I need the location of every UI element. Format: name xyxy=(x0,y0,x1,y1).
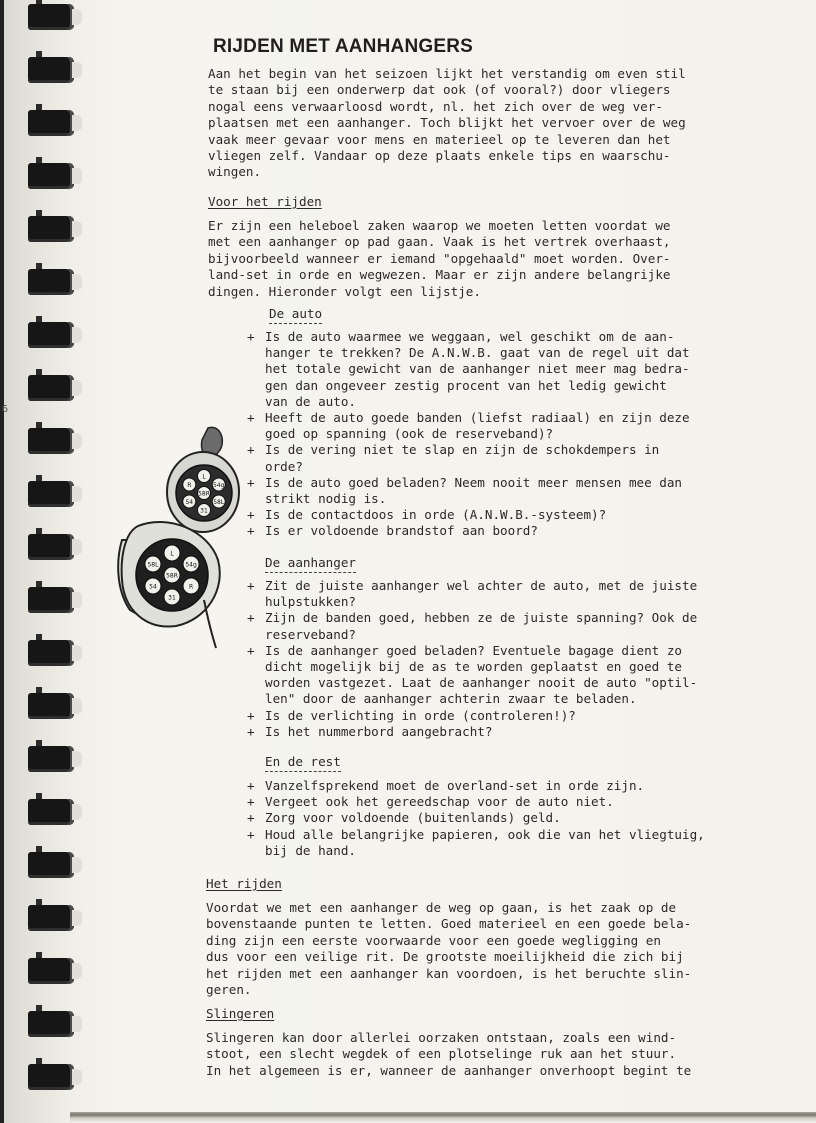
connector-pin-label: R xyxy=(188,583,194,591)
list-item xyxy=(247,442,690,474)
list-item-text: Is de auto goed beladen? Neem nooit meer mensen mee dan strikt nodig is. xyxy=(265,474,683,507)
binding-ring xyxy=(28,746,74,772)
list-item xyxy=(247,523,690,539)
trailer-connector-illustration xyxy=(108,420,258,650)
plus-bullet-icon: + xyxy=(247,707,255,723)
page-bottom-edge xyxy=(70,1112,816,1123)
binding-ring xyxy=(28,322,74,348)
list-item xyxy=(247,643,697,708)
list-item-text: Houd alle belangrijke papieren, ook die van het vliegtuig, bij de hand. xyxy=(265,826,705,858)
binding-ring xyxy=(28,216,74,242)
list-item-text: Vergeet ook het gereedschap voor de auto niet. xyxy=(265,794,614,810)
binding-ring xyxy=(28,375,74,401)
slingeren-paragraph: Slingeren kan door allerlei oorzaken ontstaan, zoals een wind- stoot, een slecht wegdek of een plotselinge ruk aan het stuur. In het algemeen is er, wanneer de aanhanger onverhoopt begint te xyxy=(206,1030,692,1078)
socket-connector xyxy=(118,522,220,648)
binding-ring xyxy=(28,1011,74,1037)
list-item-text: Is de contactdoos in orde (A.N.W.B.-systeem)? xyxy=(265,507,607,523)
binding-ring xyxy=(28,799,74,825)
list-item-text: Is de auto waarmee we weggaan, wel geschikt om de aan- hanger te trekken? De A.N.W.B. gaat van de regel uit dat het totale gewicht van de aanhanger niet meer mag bedra- gen dan ongeveer zestig procent van het ledig gewicht van de auto. xyxy=(265,329,690,409)
plus-bullet-icon: + xyxy=(247,523,255,539)
intro-paragraph: Aan het begin van het seizoen lijkt het verstandig om even stil te staan bij een onderwerp dat ook (of vooral?) door vliegers nogal eens verwaarloosd wordt, nl. het zich over de weg ver- plaatsen met een aanhanger. Toch blijkt het vervoer over de weg vaak meer gevaar voor mens en materieel op te leveren dan het vliegen zelf. Vandaar op deze plaats enkele tips en waarschu- wingen. xyxy=(208,66,686,180)
section-heading-het-rijden: Het rijden xyxy=(206,876,282,891)
binding-ring xyxy=(28,481,74,507)
list-item-text: Is de vering niet te slap en zijn de schokdempers in orde? xyxy=(265,442,660,474)
list-item-text: Zit de juiste aanhanger wel achter de auto, met de juiste hulpstukken? xyxy=(265,578,698,610)
plus-bullet-icon: + xyxy=(247,329,255,344)
binding-ring xyxy=(28,269,74,295)
subheading-en-de-rest: En de rest xyxy=(265,754,341,772)
list-item-text: Vanzelfsprekend moet de overland-set in orde zijn. xyxy=(265,778,645,793)
margin-mark: 6 xyxy=(2,404,9,415)
binding-ring xyxy=(28,163,74,189)
plus-bullet-icon: + xyxy=(247,410,255,426)
list-item xyxy=(247,475,690,507)
binding-ring xyxy=(28,57,74,83)
plus-bullet-icon: + xyxy=(247,442,255,458)
binding-ring xyxy=(28,905,74,931)
subheading-de-aanhanger: De aanhanger xyxy=(265,555,356,573)
plus-bullet-icon: + xyxy=(247,778,255,793)
list-item xyxy=(247,810,705,826)
list-item xyxy=(247,578,697,610)
connector-pin-label: 58R xyxy=(166,572,178,580)
list-item xyxy=(247,410,690,442)
plug-connector xyxy=(167,427,239,532)
list-item-text: Is het nummerbord aangebracht? xyxy=(265,723,493,739)
binding-ring xyxy=(28,852,74,878)
list-item xyxy=(247,827,705,859)
connector-pin-label: 54 xyxy=(149,583,157,591)
binding-ring xyxy=(28,640,74,666)
list-item xyxy=(247,794,705,810)
binding-ring xyxy=(28,428,74,454)
list-item-text: Is er voldoende brandstof aan boord? xyxy=(265,523,538,539)
list-item xyxy=(247,507,690,523)
list-item xyxy=(247,708,697,724)
plus-bullet-icon: + xyxy=(247,723,255,739)
voor-het-rijden-paragraph: Er zijn een heleboel zaken waarop we moeten letten voordat we met een aanhanger op pad gaan. Vaak is het vertrek overhaast, bijvoorbeeld wanneer er iemand "opgehaald" moet worden. Over- land-set in orde en wegwezen. Maar er zijn andere belangrijke dingen. Hieronder volgt een lijstje. xyxy=(208,218,671,299)
connector-pin-label: L xyxy=(202,473,206,481)
connector-pin-label: 31 xyxy=(168,594,176,602)
binding-ring xyxy=(28,587,74,613)
connector-pin-label: 58L xyxy=(147,561,159,569)
connector-pin-label: 54g xyxy=(212,482,225,489)
de-aanhanger-list xyxy=(247,578,697,740)
connector-pin-label: 31 xyxy=(200,507,208,515)
binding-ring xyxy=(28,534,74,560)
list-item xyxy=(247,724,697,740)
binding-ring xyxy=(28,110,74,136)
list-item-text: Zorg voor voldoende (buitenlands) geld. xyxy=(265,810,561,826)
binding-ring xyxy=(28,4,74,30)
spiral-binding xyxy=(0,0,80,1123)
list-item-text: Zijn de banden goed, hebben ze de juiste spanning? Ook de reserveband? xyxy=(265,610,698,642)
plus-bullet-icon: + xyxy=(247,810,255,826)
plus-bullet-icon: + xyxy=(247,610,255,626)
connector-pin-label: 54g xyxy=(185,561,197,569)
plus-bullet-icon: + xyxy=(247,642,255,658)
de-auto-list xyxy=(247,329,690,540)
plus-bullet-icon: + xyxy=(247,578,255,593)
binding-ring xyxy=(28,958,74,984)
connector-pin-label: L xyxy=(170,550,174,558)
connector-pin-label: R xyxy=(187,482,192,489)
connector-pin-label: 54 xyxy=(185,499,194,506)
plus-bullet-icon: + xyxy=(247,826,255,842)
binding-ring xyxy=(28,1064,74,1090)
list-item-text: Is de verlichting in orde (controleren!)? xyxy=(265,707,576,723)
page-title: RIJDEN MET AANHANGERS xyxy=(213,36,474,57)
list-item xyxy=(247,610,697,642)
section-heading-voor-het-rijden: Voor het rijden xyxy=(208,194,322,209)
list-item-text: Heeft de auto goede banden (liefst radiaal) en zijn deze goed op spanning (ook de reserveband)? xyxy=(265,410,690,442)
section-heading-slingeren: Slingeren xyxy=(206,1006,275,1021)
het-rijden-paragraph: Voordat we met een aanhanger de weg op gaan, is het zaak op de bovenstaande punten te letten. Goed materieel en een goede bela- ding zijn een eerste voorwaarde voor een goede wegligging en dus voor een veilige rit. De grootste moeilijkheid die zich bij het rijden met een aanhanger kan voordoen, is het beruchte slin- geren. xyxy=(206,900,692,998)
binding-ring xyxy=(28,693,74,719)
connector-pin-label: 58R xyxy=(198,490,210,498)
plus-bullet-icon: + xyxy=(247,474,255,490)
list-item xyxy=(247,778,705,794)
connector-pin-label: 58L xyxy=(213,499,225,506)
plus-bullet-icon: + xyxy=(247,794,255,810)
en-de-rest-list xyxy=(247,778,705,859)
list-item xyxy=(247,329,690,410)
plus-bullet-icon: + xyxy=(247,507,255,523)
subheading-de-auto: De auto xyxy=(269,306,322,324)
list-item-text: Is de aanhanger goed beladen? Eventuele bagage dient zo dicht mogelijk bij de as te worden geplaatst en goed te worden vastgezet. Laat de aanhanger nooit de auto "optil- len" door de aanhanger achterin zwaar te beladen. xyxy=(265,642,698,707)
